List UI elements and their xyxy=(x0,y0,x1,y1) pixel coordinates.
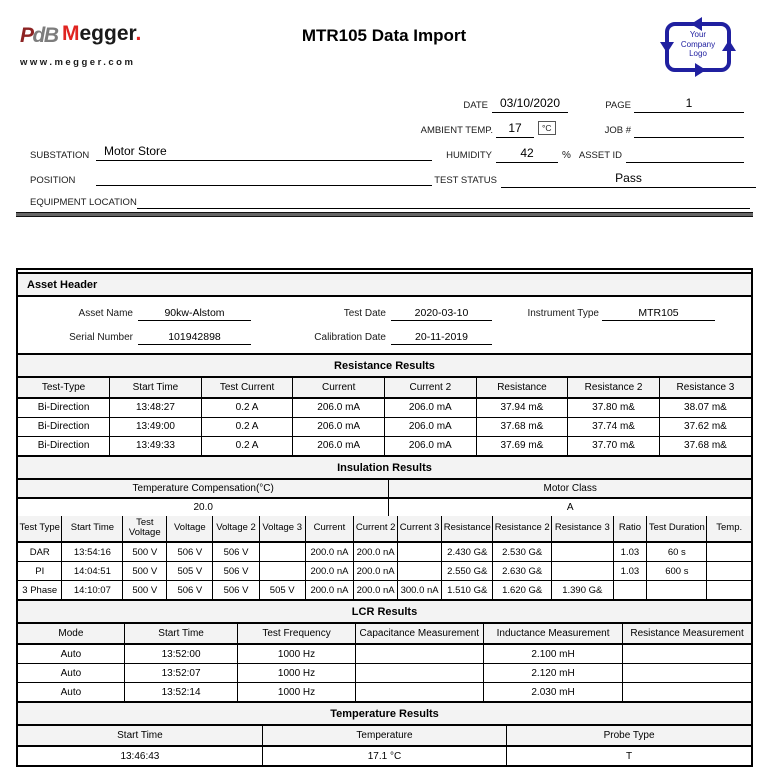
table-cell: 506 V xyxy=(213,562,259,581)
header-divider xyxy=(16,212,753,217)
serial-number-value: 101942898 xyxy=(138,330,251,345)
table-row xyxy=(18,542,751,562)
arrow-right-icon xyxy=(695,63,706,77)
column-header: Voltage xyxy=(167,516,213,543)
column-header: Mode xyxy=(18,624,124,644)
column-header: Ratio xyxy=(613,516,647,543)
table-cell: 1000 Hz xyxy=(238,664,355,683)
table-cell: 1000 Hz xyxy=(238,683,355,702)
table-cell xyxy=(613,581,647,600)
calibration-date-label: Calibration Date xyxy=(314,331,386,343)
substation-label: SUBSTATION xyxy=(30,150,90,161)
table-cell: 0.2 A xyxy=(201,436,293,455)
table-cell xyxy=(707,542,751,562)
table-cell: 0.2 A xyxy=(201,398,293,418)
table-cell: 206.0 mA xyxy=(293,398,385,418)
table-cell: 2.100 mH xyxy=(483,644,622,664)
table-cell: 37.68 m& xyxy=(659,436,751,455)
ambient-temp-value: 17 xyxy=(496,121,534,138)
table-cell: 505 V xyxy=(259,581,305,600)
column-header: Resistance xyxy=(442,516,493,543)
table-cell: 300.0 nA xyxy=(398,581,442,600)
insulation-subheader-values xyxy=(18,498,751,516)
substation-value: Motor Store xyxy=(96,144,432,161)
table-row xyxy=(18,417,751,436)
table-cell: 506 V xyxy=(213,581,259,600)
table-cell: Bi-Direction xyxy=(18,436,110,455)
test-date-label: Test Date xyxy=(343,307,386,319)
megger-website: www.megger.com xyxy=(20,57,136,68)
table-cell: 200.0 nA xyxy=(305,581,353,600)
motor-class-value: A xyxy=(389,498,751,516)
column-header: Test Current xyxy=(201,378,293,398)
column-header: Current xyxy=(305,516,353,543)
table-cell: 13:46:43 xyxy=(18,746,262,765)
table-cell xyxy=(259,562,305,581)
table-row xyxy=(18,398,751,418)
table-cell: 37.70 m& xyxy=(568,436,660,455)
instrument-type-value: MTR105 xyxy=(602,306,715,321)
table-cell: 200.0 nA xyxy=(354,542,398,562)
resistance-header-row xyxy=(18,378,751,398)
insulation-results-table xyxy=(18,516,751,600)
motor-class-label: Motor Class xyxy=(389,480,751,498)
lcr-results-title: LCR Results xyxy=(18,599,751,624)
table-cell: 13:49:00 xyxy=(110,417,202,436)
column-header: Test Voltage xyxy=(123,516,167,543)
column-header: Start Time xyxy=(124,624,238,644)
table-cell: DAR xyxy=(18,542,62,562)
table-cell: 500 V xyxy=(123,562,167,581)
table-cell: 1.03 xyxy=(613,542,647,562)
table-row xyxy=(18,562,751,581)
table-cell xyxy=(623,644,751,664)
table-cell: 37.62 m& xyxy=(659,417,751,436)
page-label: PAGE xyxy=(605,100,631,111)
table-cell: 500 V xyxy=(123,542,167,562)
megger-dot: . xyxy=(135,22,142,45)
powerdb-db: dB xyxy=(32,24,58,47)
test-status-label: TEST STATUS xyxy=(434,175,497,186)
table-cell: 206.0 mA xyxy=(293,417,385,436)
column-header: Resistance 2 xyxy=(568,378,660,398)
table-cell xyxy=(647,581,707,600)
table-cell: 206.0 mA xyxy=(293,436,385,455)
table-cell: T xyxy=(507,746,751,765)
table-cell: 505 V xyxy=(167,562,213,581)
table-cell: 38.07 m& xyxy=(659,398,751,418)
table-row xyxy=(18,746,751,765)
column-header: Temperature xyxy=(262,726,506,746)
page-value: 1 xyxy=(634,96,744,113)
table-cell: 1000 Hz xyxy=(238,644,355,664)
table-cell: 13:49:33 xyxy=(110,436,202,455)
table-cell: 1.510 G& xyxy=(442,581,493,600)
arrow-left-icon xyxy=(691,17,702,31)
humidity-unit: % xyxy=(562,150,571,161)
column-header: Resistance xyxy=(476,378,568,398)
calibration-date-value: 20-11-2019 xyxy=(391,330,492,345)
table-cell xyxy=(707,581,751,600)
date-value: 03/10/2020 xyxy=(492,96,568,113)
table-cell: 2.630 G& xyxy=(493,562,552,581)
table-cell: 37.80 m& xyxy=(568,398,660,418)
table-cell: 600 s xyxy=(647,562,707,581)
instrument-type-label: Instrument Type xyxy=(527,307,599,319)
column-header: Start Time xyxy=(110,378,202,398)
table-cell: Bi-Direction xyxy=(18,417,110,436)
column-header: Voltage 3 xyxy=(259,516,305,543)
results-table xyxy=(16,268,753,767)
table-cell: 37.94 m& xyxy=(476,398,568,418)
table-cell: PI xyxy=(18,562,62,581)
asset-header-title: Asset Header xyxy=(18,274,751,297)
logo-line: Logo xyxy=(689,49,707,59)
column-header: Temp. xyxy=(707,516,751,543)
table-cell: 2.430 G& xyxy=(442,542,493,562)
table-cell: 206.0 mA xyxy=(385,417,477,436)
humidity-value: 42 xyxy=(496,146,558,163)
powerdb-p: P xyxy=(20,24,33,47)
table-cell: 13:52:00 xyxy=(124,644,238,664)
humidity-label: HUMIDITY xyxy=(446,150,492,161)
column-header: Inductance Measurement xyxy=(483,624,622,644)
asset-id-value xyxy=(626,146,744,163)
table-cell xyxy=(552,562,614,581)
table-cell: 2.550 G& xyxy=(442,562,493,581)
table-cell: Auto xyxy=(18,644,124,664)
resistance-results-table xyxy=(18,378,751,455)
logo-line: Your xyxy=(689,30,707,39)
table-cell: 13:52:14 xyxy=(124,683,238,702)
table-cell xyxy=(623,664,751,683)
table-cell: 206.0 mA xyxy=(385,398,477,418)
column-header: Test-Type xyxy=(18,378,110,398)
ambient-temp-label: AMBIENT TEMP. xyxy=(420,125,493,136)
megger-rest: egger xyxy=(79,22,136,45)
company-logo-text xyxy=(669,30,727,59)
table-cell: Auto xyxy=(18,683,124,702)
table-cell: 200.0 nA xyxy=(305,542,353,562)
table-cell xyxy=(707,562,751,581)
ambient-temp-unit: °C xyxy=(538,121,556,135)
column-header: Test Type xyxy=(18,516,62,543)
table-cell: 13:54:16 xyxy=(62,542,123,562)
temperature-results-title: Temperature Results xyxy=(18,701,751,726)
column-header: Resistance 2 xyxy=(493,516,552,543)
job-label: JOB # xyxy=(604,125,631,136)
column-header: Test Frequency xyxy=(238,624,355,644)
table-cell xyxy=(398,562,442,581)
table-cell: 506 V xyxy=(167,542,213,562)
column-header: Test Duration xyxy=(647,516,707,543)
table-cell xyxy=(355,664,483,683)
table-cell xyxy=(355,644,483,664)
table-cell: 37.69 m& xyxy=(476,436,568,455)
table-cell: 200.0 nA xyxy=(354,562,398,581)
temp-compensation-value: 20.0 xyxy=(18,498,389,516)
insulation-subheader-row xyxy=(18,480,751,498)
test-date-value: 2020-03-10 xyxy=(391,306,492,321)
lcr-header-row xyxy=(18,624,751,644)
job-value xyxy=(634,121,744,138)
insulation-header-row xyxy=(18,516,751,543)
table-cell: 506 V xyxy=(167,581,213,600)
position-label: POSITION xyxy=(30,175,76,186)
insulation-subheader-table xyxy=(18,480,751,516)
column-header: Current 2 xyxy=(354,516,398,543)
table-cell xyxy=(355,683,483,702)
table-cell: 37.68 m& xyxy=(476,417,568,436)
logo-line: Company xyxy=(680,39,716,49)
table-cell: 14:04:51 xyxy=(62,562,123,581)
table-row xyxy=(18,683,751,702)
table-cell: 17.1 °C xyxy=(262,746,506,765)
lcr-results-table xyxy=(18,624,751,701)
table-cell: 0.2 A xyxy=(201,417,293,436)
table-cell: 3 Phase xyxy=(18,581,62,600)
column-header: Resistance 3 xyxy=(659,378,751,398)
column-header: Current 3 xyxy=(398,516,442,543)
asset-name-value: 90kw-Alstom xyxy=(138,306,251,321)
asset-id-label: ASSET ID xyxy=(578,150,622,161)
table-cell xyxy=(623,683,751,702)
table-cell: 60 s xyxy=(647,542,707,562)
table-cell: 500 V xyxy=(123,581,167,600)
column-header: Start Time xyxy=(62,516,123,543)
column-header: Resistance Measurement xyxy=(623,624,751,644)
table-cell: 2.530 G& xyxy=(493,542,552,562)
table-cell: 200.0 nA xyxy=(305,562,353,581)
table-cell xyxy=(259,542,305,562)
table-row xyxy=(18,436,751,455)
table-cell: 1.620 G& xyxy=(493,581,552,600)
table-cell: 206.0 mA xyxy=(385,436,477,455)
logo-cycle-icon xyxy=(665,22,731,72)
table-cell: Bi-Direction xyxy=(18,398,110,418)
table-cell xyxy=(398,542,442,562)
company-logo-placeholder xyxy=(652,16,744,86)
serial-number-label: Serial Number xyxy=(69,331,133,343)
temperature-results-table xyxy=(18,726,751,765)
temp-compensation-label: Temperature Compensation(°C) xyxy=(18,480,389,498)
asset-name-label: Asset Name xyxy=(78,307,133,319)
table-cell: 2.120 mH xyxy=(483,664,622,683)
equipment-location-label: EQUIPMENT LOCATION xyxy=(30,197,137,208)
date-label: DATE xyxy=(463,100,488,111)
table-cell: 1.03 xyxy=(613,562,647,581)
equipment-location-value xyxy=(137,192,750,209)
table-cell: 13:52:07 xyxy=(124,664,238,683)
column-header: Probe Type xyxy=(507,726,751,746)
column-header: Resistance 3 xyxy=(552,516,614,543)
table-row xyxy=(18,581,751,600)
table-row xyxy=(18,664,751,683)
table-cell: 2.030 mH xyxy=(483,683,622,702)
table-cell: 37.74 m& xyxy=(568,417,660,436)
resistance-results-title: Resistance Results xyxy=(18,353,751,378)
test-status-value: Pass xyxy=(501,171,756,188)
column-header: Capacitance Measurement xyxy=(355,624,483,644)
megger-initial: M xyxy=(62,22,80,45)
table-cell: Auto xyxy=(18,664,124,683)
asset-header-fields xyxy=(18,297,751,353)
table-cell xyxy=(552,542,614,562)
table-row xyxy=(18,644,751,664)
table-cell: 1.390 G& xyxy=(552,581,614,600)
table-cell: 14:10:07 xyxy=(62,581,123,600)
table-cell: 13:48:27 xyxy=(110,398,202,418)
temperature-header-row xyxy=(18,726,751,746)
table-cell: 506 V xyxy=(213,542,259,562)
column-header: Current xyxy=(293,378,385,398)
table-cell: 200.0 nA xyxy=(354,581,398,600)
column-header: Voltage 2 xyxy=(213,516,259,543)
insulation-results-title: Insulation Results xyxy=(18,455,751,480)
column-header: Start Time xyxy=(18,726,262,746)
column-header: Current 2 xyxy=(385,378,477,398)
page-title: MTR105 Data Import xyxy=(301,26,467,45)
